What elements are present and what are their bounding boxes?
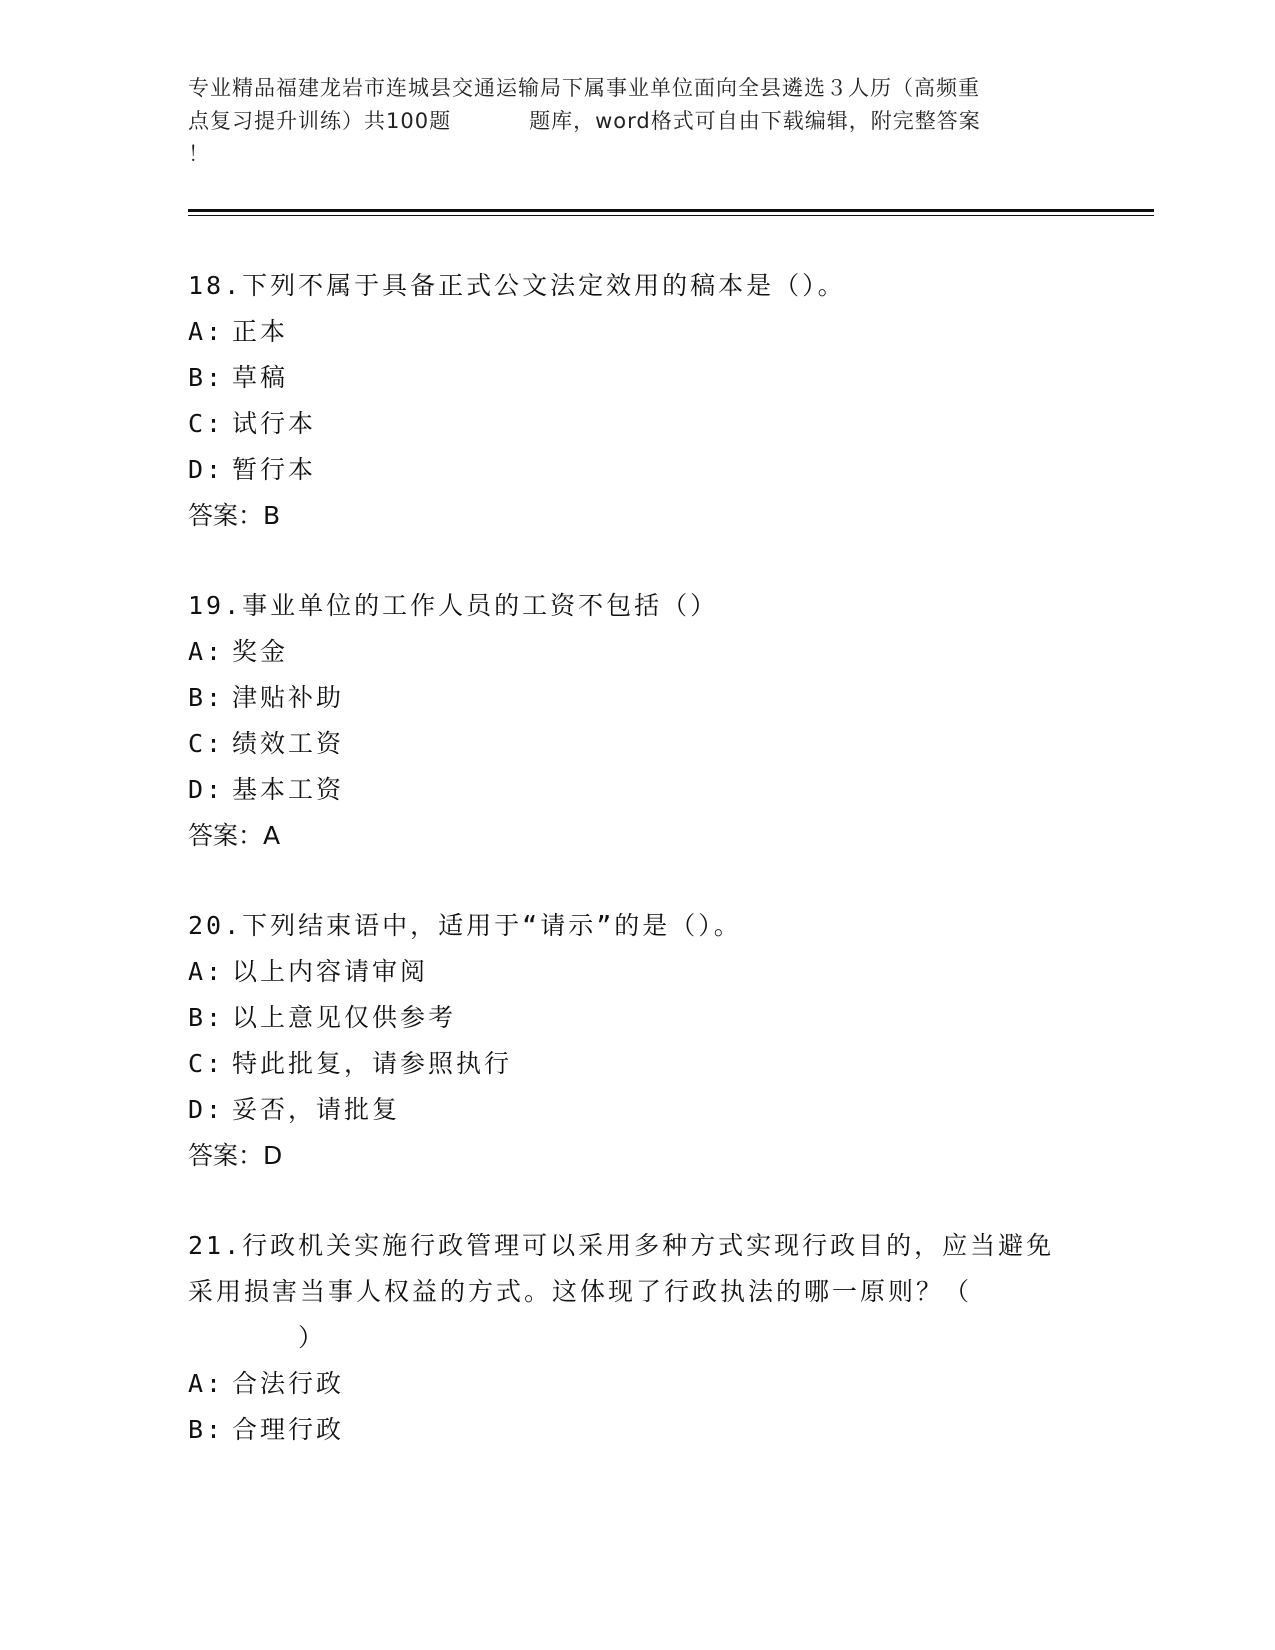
option-letter: A: [188,1369,225,1398]
option-text: 基本工资 [232,775,345,804]
option-text: 以上意见仅供参考 [232,1003,457,1032]
option-letter: A: [188,957,225,986]
option-d [188,1087,1088,1133]
option-letter: C: [188,729,225,758]
header-line-3: ！ [188,142,210,166]
question-text: 19.事业单位的工作人员的工资不包括（） [188,591,719,620]
option-b [188,995,1088,1041]
question-text-line-1: 21.行政机关实施行政管理可以采用多种方式实现行政目的，应当避免 [188,1231,1055,1260]
option-text: 正本 [232,317,289,346]
option-letter: B: [188,1003,225,1032]
option-letter: A: [188,637,225,666]
option-text: 津贴补助 [232,683,345,712]
question-text: 20.下列结束语中，适用于“请示”的是（）。 [188,911,742,940]
option-b [188,1407,1088,1453]
header-divider-thick [188,209,1154,212]
header-divider-thin [188,215,1154,216]
question-text-line-3: ） [298,1323,327,1352]
question-text [188,1223,1088,1361]
question-21 [188,1223,1088,1453]
option-letter: D: [188,455,225,484]
option-a [188,309,1088,355]
option-text: 试行本 [232,409,317,438]
option-letter: A: [188,317,225,346]
option-text: 合理行政 [232,1415,345,1444]
option-text: 草稿 [232,363,289,392]
option-c [188,1041,1088,1087]
option-letter: C: [188,1049,225,1078]
question-text: 18.下列不属于具备正式公文法定效用的稿本是（）。 [188,271,846,300]
answer-line: 答案：D [188,1141,283,1170]
option-c [188,721,1088,767]
option-b [188,355,1088,401]
option-d [188,447,1088,493]
answer-line: 答案：B [188,501,281,530]
question-19 [188,583,1088,859]
option-a [188,949,1088,995]
question-18 [188,263,1088,539]
option-text: 合法行政 [232,1369,345,1398]
option-text: 妥否，请批复 [232,1095,401,1124]
option-a [188,1361,1088,1407]
option-letter: B: [188,1415,225,1444]
option-letter: D: [188,1095,225,1124]
header-line-2b: 题库，word格式可自由下载编辑，附完整答案 [529,109,981,133]
option-letter: D: [188,775,225,804]
option-text: 绩效工资 [232,729,345,758]
header-line-2 [188,105,1088,138]
option-text: 奖金 [232,637,289,666]
option-letter: C: [188,409,225,438]
header-line-1: 专业精品福建龙岩市连城县交通运输局下属事业单位面向全县遴选３人历（高频重 [188,76,980,100]
question-text-line-2: 采用损害当事人权益的方式。这体现了行政执法的哪一原则？（ [188,1277,973,1306]
option-b [188,675,1088,721]
question-20 [188,903,1088,1179]
option-letter: B: [188,363,225,392]
document-header [188,72,1088,171]
answer-line: 答案：A [188,821,281,850]
option-d [188,767,1088,813]
option-text: 暂行本 [232,455,317,484]
header-line-2a: 点复习提升训练）共100题 [188,109,452,133]
option-c [188,401,1088,447]
option-text: 以上内容请审阅 [232,957,429,986]
option-text: 特此批复，请参照执行 [232,1049,513,1078]
option-letter: B: [188,683,225,712]
option-a [188,629,1088,675]
